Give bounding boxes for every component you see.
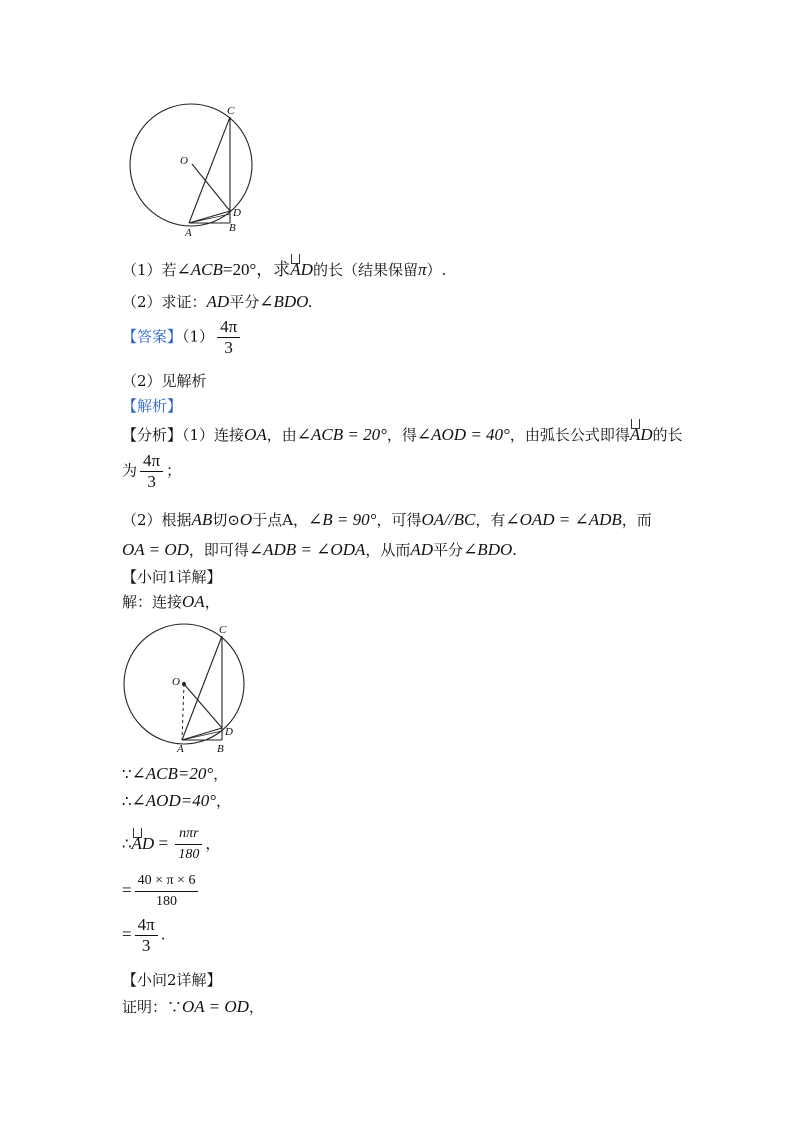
- arc-ad: AD: [290, 260, 313, 279]
- segment-ad2: [182, 731, 222, 740]
- subquestion-2-heading: 【小问2详解】: [122, 971, 222, 989]
- answer-tag: 【答案】: [122, 327, 183, 346]
- answer-line: 【答案】（1） $\frac{4\pi}{3}$: [122, 318, 243, 357]
- figure-2-circle-diagram: [118, 618, 253, 760]
- label-b: B: [217, 743, 224, 755]
- segment-ad2: [189, 214, 230, 223]
- label-o: O: [180, 155, 188, 167]
- step-1: ∵∠ACB=20°，: [122, 764, 229, 783]
- center-point: [182, 682, 186, 686]
- solution-intro: 解：连接OA，: [122, 592, 220, 611]
- fenxi-line-1b: 为 $\frac{4\pi}{3}$ ；: [122, 451, 182, 491]
- figure-1-circle-diagram: [122, 95, 262, 240]
- segment-ac: [189, 117, 230, 223]
- segment-od: [192, 164, 230, 211]
- label-a: A: [185, 227, 192, 239]
- question-1: （1）若∠ACB=20°，求AD的长（结果保留π）.: [122, 260, 447, 279]
- step-5: = $\frac{4\pi}{3}$ .: [122, 915, 166, 955]
- label-b: B: [229, 222, 236, 234]
- label-d: D: [225, 726, 233, 738]
- analysis-tag: 【解析】: [122, 397, 183, 415]
- proof-line: 证明：∵OA = OD，: [122, 997, 264, 1016]
- label-d: D: [233, 207, 241, 219]
- fenxi-line-2: （2）根据AB切⊙O于点A，∠B = 90°，可得OA//BC，有∠OAD = ∠ADB，而: [122, 510, 652, 529]
- step-4: = $\frac{40 \times \pi \times 6}{180}$: [122, 872, 201, 911]
- label-a: A: [177, 743, 184, 755]
- subquestion-1-heading: 【小问1详解】: [122, 568, 222, 586]
- step-2: ∴∠AOD=40°，: [122, 791, 232, 810]
- fenxi-line-1: 【分析】（1）连接OA，由∠ACB = 20°，得∠AOD = 40°，由弧长公式即得AD的长: [122, 425, 683, 444]
- segment-oa-dashed: [182, 684, 184, 740]
- fenxi-line-3: OA = OD，即可得∠ADB = ∠ODA，从而AD平分∠BDO.: [122, 540, 518, 559]
- step-3: ∴AD = $\frac{\text{nπr}}{180}$ ，: [122, 826, 221, 862]
- label-c: C: [219, 624, 227, 636]
- segment-ad: [182, 728, 222, 740]
- answer-2: （2）见解析: [122, 372, 207, 390]
- question-2: （2）求证：AD平分∠BDO.: [122, 292, 313, 311]
- label-c: C: [227, 105, 235, 117]
- label-o: O: [172, 676, 180, 688]
